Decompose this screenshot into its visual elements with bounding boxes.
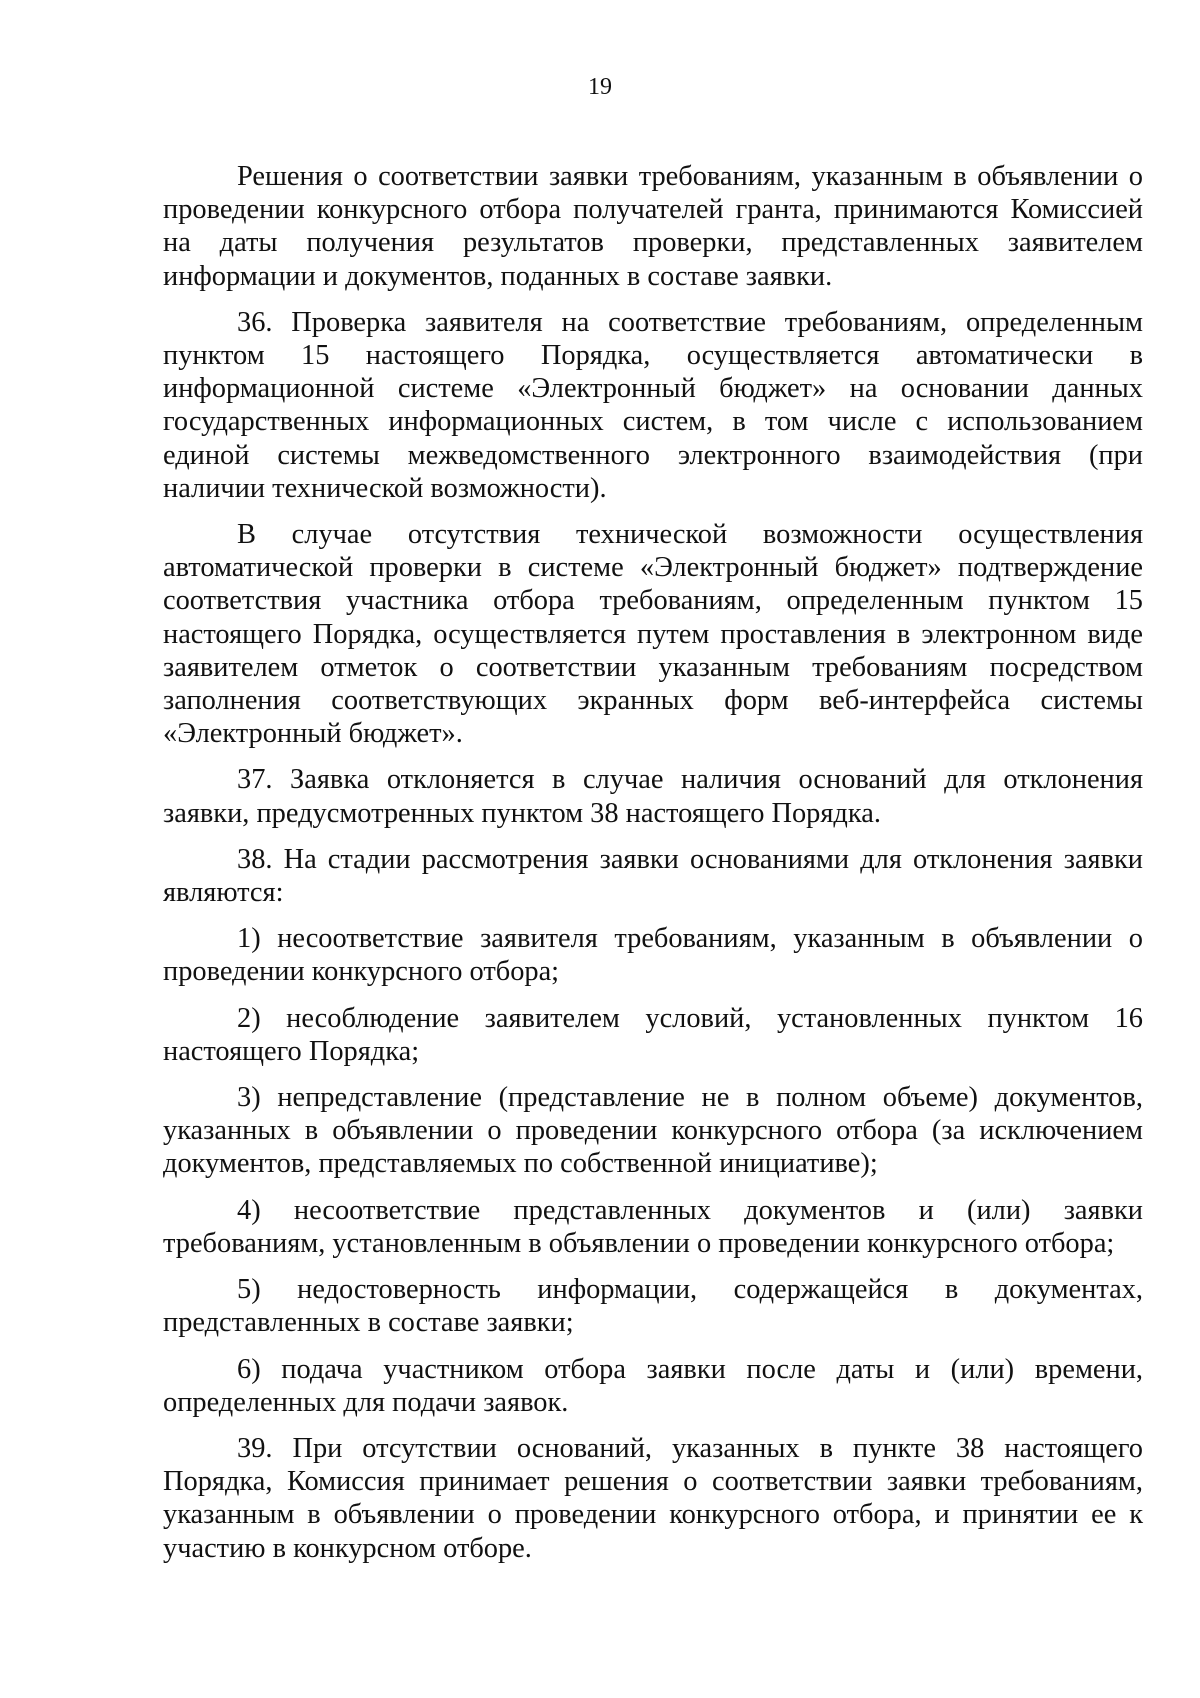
list-item-5: 5) недостоверность информации, содержащейся в документах, представленных в составе заявки; (163, 1274, 1143, 1339)
list-item-3: 3) непредставление (представление не в полном объеме) документов, указанных в объявлении о проведении конкурсного отбора (за исключением документов, представляемых по собственной инициативе); (163, 1082, 1143, 1180)
paragraph-item-37: 37. Заявка отклоняется в случае наличия оснований для отклонения заявки, предусмотренных пунктом 38 настоящего Порядка. (163, 764, 1143, 829)
list-item-4: 4) несоответствие представленных документов и (или) заявки требованиям, установленным в объявлении о проведении конкурсного отбора; (163, 1194, 1143, 1259)
paragraph-item-39: 39. При отсутствии оснований, указанных в пункте 38 настоящего Порядка, Комиссия принимает решения о соответствии заявки требованиям, указанным в объявлении о проведении конкурсного отбора, и принятии ее к участию в конкурсном отборе. (163, 1432, 1143, 1564)
paragraph-decisions-intro: Решения о соответствии заявки требованиям, указанным в объявлении о проведении конкурсного отбора получателей гранта, принимаются Комиссией на даты получения результатов проверки, представленных заявителем информации и документов, поданных в составе заявки. (163, 161, 1143, 292)
paragraph-no-technical-possibility: В случае отсутствия технической возможности осуществления автоматической проверки в системе «Электронный бюджет» подтверждение соответствия участника отбора требованиям, определенным пунктом 15 настоящего Порядка, осуществляется путем проставления в электронном виде заявителем отметок о соответствии указанным требованиям посредством заполнения соответствующих экранных форм веб-интерфейса системы «Электронный бюджет». (163, 519, 1143, 750)
list-item-6: 6) подача участником отбора заявки после даты и (или) времени, определенных для подачи заявок. (163, 1353, 1143, 1418)
paragraph-item-36: 36. Проверка заявителя на соответствие требованиям, определенным пунктом 15 настоящего Порядка, осуществляется автоматически в информационной системе «Электронный бюджет» на основании данных государственных информационных систем, в том числе с использованием единой системы межведомственного электронного взаимодействия (при наличии технической возможности). (163, 306, 1143, 504)
list-item-2: 2) несоблюдение заявителем условий, установленных пунктом 16 настоящего Порядка; (163, 1002, 1143, 1067)
paragraph-item-38: 38. На стадии рассмотрения заявки основаниями для отклонения заявки являются: (163, 843, 1143, 909)
list-item-1: 1) несоответствие заявителя требованиям, указанным в объявлении о проведении конкурсного отбора; (163, 923, 1143, 988)
document-body (163, 160, 1143, 1578)
page-number: 19 (588, 74, 612, 100)
